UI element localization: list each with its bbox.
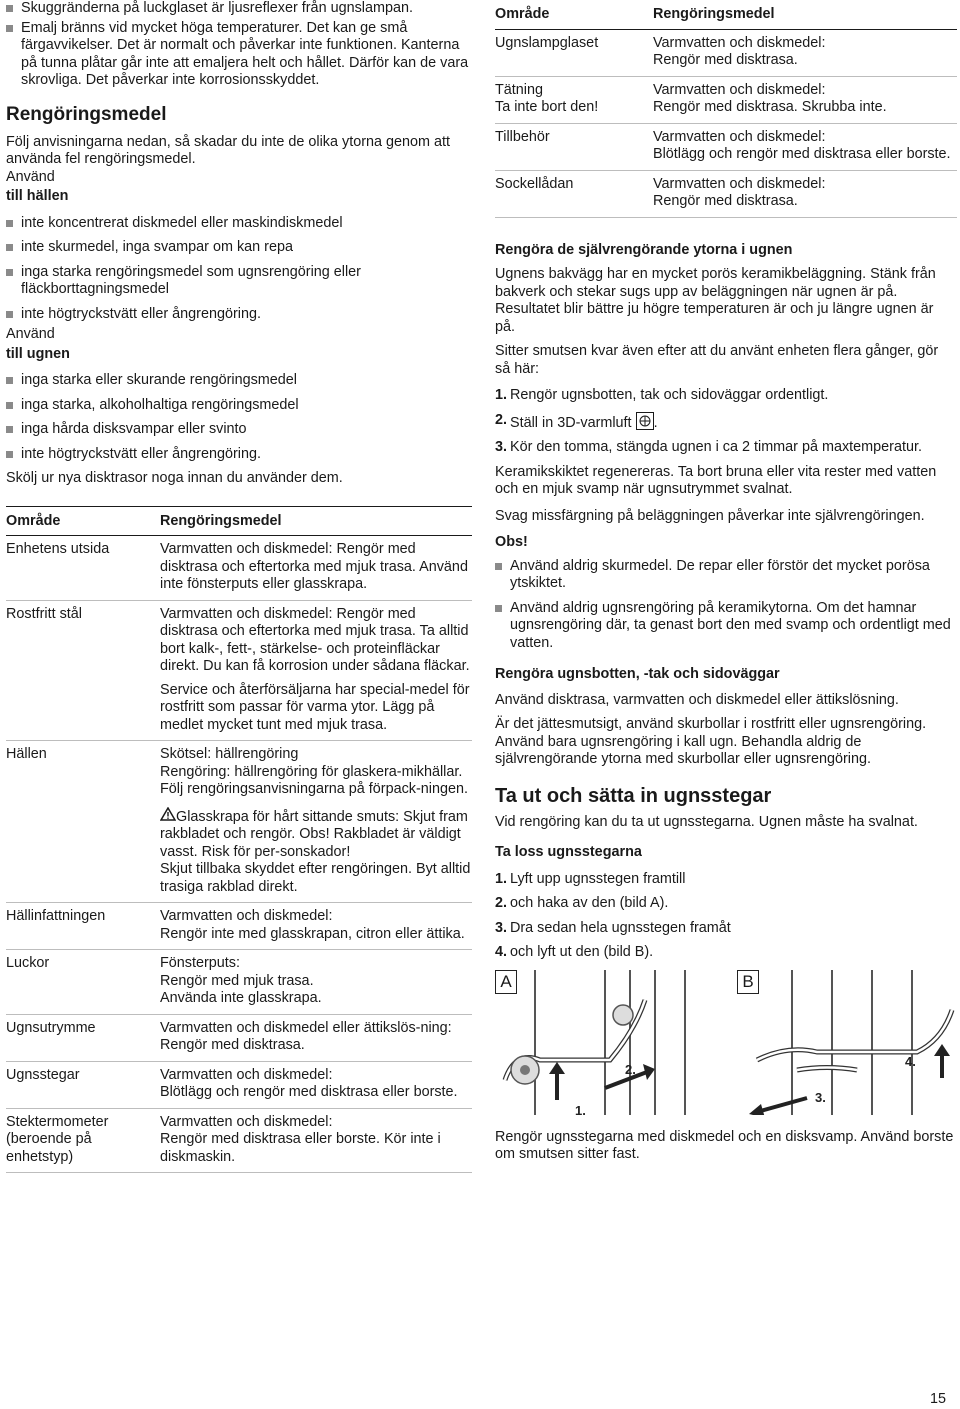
rack-removal-illustration-b [737, 970, 957, 1115]
use-label: Använd [6, 326, 55, 342]
figure-a [495, 970, 715, 1115]
list-item: inga starka eller skurande rengöringsmedel [6, 372, 472, 390]
racks-heading: Ta ut och sätta in ugnsstegar [495, 784, 772, 807]
table-row: Tillbehör Varmvatten och diskmedel: Blötlägg och rengör med disktrasa eller borste. [495, 123, 957, 170]
oven-list [6, 372, 472, 463]
intro-text: Följ anvisningarna nedan, så skadar du inte de olika ytorna genom att använda fel rengöringsmedel. [6, 133, 450, 167]
list-item: Skuggränderna på luckglaset är ljusreflexer från ugnslampan. [6, 0, 472, 18]
arrow-label-4: 4. [905, 1053, 916, 1069]
table-row: Luckor Fönsterputs: Rengör med mjuk trasa. Använda inte glasskrapa. [6, 950, 472, 1015]
bottom-cleaning-heading: Rengöra ugnsbotten, -tak och sidoväggar [495, 666, 780, 682]
arrow-label-1: 1. [575, 1102, 586, 1115]
self-clean-heading: Rengöra de självrengörande ytorna i ugnen [495, 241, 793, 258]
list-item: inte högtryckstvätt eller ångrengöring. [6, 306, 472, 324]
paragraph: Sitter smutsen kvar även efter att du använt enheten flera gånger, gör så här: [495, 343, 939, 377]
rack-removal-illustration-a [495, 970, 715, 1115]
figures [495, 970, 957, 1115]
remove-racks-heading: Ta loss ugnsstegarna [495, 844, 642, 860]
3d-hot-air-icon [636, 412, 654, 430]
list-item: 3. Dra sedan hela ugnsstegen framåt [495, 919, 731, 936]
list-item: inga starka, alkoholhaltiga rengöringsmedel [6, 397, 472, 415]
paragraph: Vid rengöring kan du ta ut ugnsstegarna. Ugnen måste ha svalnat. [495, 813, 918, 830]
table-row: Rostfritt stål Varmvatten och diskmedel: Rengör med disktrasa och eftertorka med mjuk trasa. Ta alltid bort kalk-, fett-, stärkelse- och proteinfläckar direkt. Du kan få korrosion under sådana fläckar. Service och återförsäljarna har special-medel för rostfritt som passar för varma ytor. Lägg på medlet mycket tunt med mjuk trasa. [6, 600, 472, 741]
paragraph: Keramikskiktet regenereras. Ta bort bruna eller vita rester med vatten och en mjuk svamp när ugnsutrymmet svalnat. [495, 463, 937, 497]
list-item: Använd aldrig ugnsrengöring på keramikytorna. Om det hamnar ugnsrengöring där, ta genast bort den med svamp och ordentligt med vatten. [495, 600, 957, 653]
table-row: Hällen Skötsel: hällrengöring Rengöring: hällrengöring för glaskera-mikhällar. Följ rengöringsanvisningarna på förpack-ningen. Glasskrapa för hårt sittande smuts: Skjut fram rakbladet och rengör. Obs! Rakbladet är väldigt vasst. Risk för per-sonskador! Skjut tillbaka skyddet efter rengöringen. Byt alltid trasiga rakblad direkt. [6, 741, 472, 903]
list-item: inte koncentrerat diskmedel eller maskindiskmedel [6, 215, 472, 233]
warning-icon [160, 807, 176, 827]
list-item: Emalj bränns vid mycket höga temperaturer. Det kan ge små färgavvikelser. Det är normalt och påverkar inte funktionen. Kanterna på tunna plåtar går inte att emaljera helt och hållet. Därför kan de vara skrovliga. Det påverkar inte korrosionsskyddet. [6, 20, 472, 90]
figure-b [737, 970, 957, 1115]
rinse-text: Skölj ur nya disktrasor noga innan du använder dem. [6, 470, 343, 486]
column-header: Område [495, 0, 653, 29]
table-row: Hällinfattningen Varmvatten och diskmedel: Rengör inte med glasskrapan, citron eller ättika. [6, 903, 472, 950]
obs-list [495, 558, 957, 653]
remove-steps-list [495, 871, 957, 962]
arrow-label-2: 2. [625, 1061, 636, 1077]
table-row: Ugnslampglaset Varmvatten och diskmedel: Rengör med disktrasa. [495, 29, 957, 76]
figure-label-a: A [495, 970, 517, 994]
cleaning-table-right [495, 0, 957, 218]
top-bullet-list [6, 0, 472, 90]
paragraph: Är det jättesmutsigt, använd skurbollar i rostfritt eller ugnsrengöring. Använd bara ugnsrengöring i kall ugn. Behandla aldrig de självrengörande ytorna med skurbollar eller ugnsrengöring. [495, 716, 927, 767]
table-header-row [6, 506, 472, 536]
paragraph: Ugnens bakvägg har en mycket porös keramikbeläggning. Stänk från bakverk och stekar sugs upp av beläggningen när ugnen är på. Resultatet blir bättre ju högre temperaturen är och ju längre ugnen är på. [495, 266, 936, 335]
steps-list [495, 387, 957, 457]
list-item: inte skurmedel, inga svampar om kan repa [6, 239, 472, 257]
figure-label-b: B [737, 970, 759, 994]
column-header: Rengöringsmedel [160, 506, 472, 536]
obs-label: Obs! [495, 534, 528, 550]
section-heading: Rengöringsmedel [6, 103, 167, 125]
list-item: 2. och haka av den (bild A). [495, 895, 669, 911]
figure-caption: Rengör ugnsstegarna med diskmedel och en disksvamp. Använd borste om smutsen sitter fast. [495, 1128, 954, 1162]
list-item: inga starka rengöringsmedel som ugnsrengöring eller fläckborttagningsmedel [6, 264, 472, 299]
oven-label: till ugnen [6, 345, 70, 362]
column-header: Område [6, 506, 160, 536]
table-row: Tätning Ta inte bort den! Varmvatten och diskmedel: Rengör med disktrasa. Skrubba inte. [495, 76, 957, 123]
list-item: Använd aldrig skurmedel. De repar eller förstör det mycket porösa ytskiktet. [495, 558, 957, 593]
table-row: Ugnsstegar Varmvatten och diskmedel: Blötlägg och rengör med disktrasa eller borste. [6, 1061, 472, 1108]
paragraph: Svag missfärgning på beläggningen påverkar inte självrengöringen. [495, 507, 925, 524]
table-header-row [495, 0, 957, 29]
list-item: 2. Ställ in 3D-varmluft . [495, 411, 658, 431]
table-row: Stektermometer (beroende på enhetstyp) Varmvatten och diskmedel: Rengör med disktrasa eller borste. Kör inte i diskmaskin. [6, 1108, 472, 1173]
paragraph: Använd disktrasa, varmvatten och diskmedel eller ättikslösning. [495, 691, 899, 708]
left-column [6, 0, 472, 1173]
arrow-label-3: 3. [815, 1089, 826, 1105]
list-item: 4. och lyft ut den (bild B). [495, 944, 654, 960]
use-label: Använd [6, 168, 55, 185]
column-header: Rengöringsmedel [653, 0, 957, 29]
cleaning-table-left [6, 506, 472, 1174]
table-row: Sockellådan Varmvatten och diskmedel: Rengör med disktrasa. [495, 170, 957, 217]
list-item: inga hårda disksvampar eller svinto [6, 421, 472, 439]
hob-label: till hällen [6, 188, 69, 204]
table-row: Ugnsutrymme Varmvatten och diskmedel eller ättikslös-ning: Rengör med disktrasa. [6, 1014, 472, 1061]
list-item: 3. Kör den tomma, stängda ugnen i ca 2 timmar på maxtemperatur. [495, 439, 922, 455]
list-item: 1. Lyft upp ugnsstegen framtill [495, 870, 686, 887]
hob-list [6, 215, 472, 324]
page-number: 15 [929, 1391, 946, 1407]
right-column [495, 0, 957, 1171]
list-item: 1. Rengör ugnsbotten, tak och sidoväggar ordentligt. [495, 387, 829, 403]
list-item: inte högtryckstvätt eller ångrengöring. [6, 446, 472, 464]
table-row: Enhetens utsida Varmvatten och diskmedel: Rengör med disktrasa och eftertorka med mjuk trasa. Använd inte fönsterputs eller glasskrapa. [6, 536, 472, 601]
